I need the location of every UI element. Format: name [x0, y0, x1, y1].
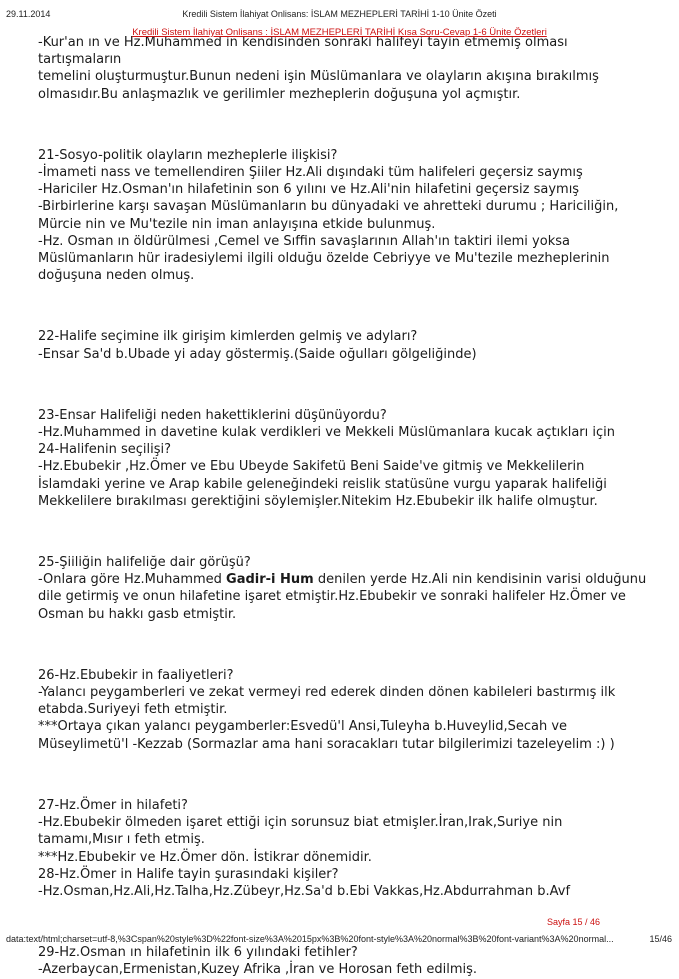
text-line: tamamı,Mısır ı feth etmiş. — [38, 832, 205, 848]
print-footer-url: data:text/html;charset=utf-8,%3Cspan%20style%3D%22font-size%3A%2015px%3B%20font-style%3A%20normal%3B%20font-variant%3A%20normal... — [6, 934, 614, 944]
text-line: -İmameti nass ve temellendiren Şiiler Hz.Ali dışındaki tüm halifeleri geçersiz saymış — [38, 165, 583, 181]
text-line: -Yalancı peygamberleri ve zekat vermeyi red ederek dinden dönen kabileleri bastırmış ilk — [38, 685, 616, 701]
page-number-label: Sayfa 15 / 46 — [546, 917, 600, 927]
section-continuation — [38, 34, 650, 103]
document-body — [38, 34, 650, 979]
section-27-28 — [38, 797, 650, 900]
question-heading: 29-Hz.Osman ın hilafetinin ilk 6 yılındaki fetihler? — [38, 945, 358, 961]
text-line: temelini oluşturmuştur.Bunun nedeni işin Müslümanlara ve olayların akışına bırakılmış — [38, 69, 599, 85]
text-line: -Hz.Ebubekir ölmeden işaret ettiği için sorunsuz biat etmişler.İran,Irak,Suriye nin — [38, 815, 563, 831]
text-line: -Birbirlerine karşı savaşan Müslümanların bu dünyadaki ve ahretteki durumu ; Hariciliğin, — [38, 199, 619, 215]
section-22 — [38, 328, 650, 362]
text-line: doğuşuna neden olmuş. — [38, 268, 195, 284]
text-line: -Ensar Sa'd b.Ubade yi aday göstermiş.(Saide oğulları gölgeliğinde) — [38, 346, 477, 362]
print-footer-page-count: 15/46 — [649, 934, 672, 944]
question-heading: 24-Halifenin seçilişi? — [38, 442, 172, 458]
text-line: -Hz.Ebubekir ,Hz.Ömer ve Ebu Ubeyde Sakifetü Beni Saide've gitmiş ve Mekkelilerin — [38, 459, 585, 475]
text-line: ***Ortaya çıkan yalancı peygamberler:Esvedü'l Ansi,Tuleyha b.Huveylid,Secah ve — [38, 719, 568, 735]
text-line: -Hz.Osman,Hz.Ali,Hz.Talha,Hz.Zübeyr,Hz.Sa'd b.Ebi Vakkas,Hz.Abdurrahman b.Avf — [38, 883, 571, 899]
print-date: 29.11.2014 — [6, 9, 51, 19]
text-fragment: -Onlara göre Hz.Muhammed — [38, 572, 227, 588]
question-heading: 22-Halife seçimine ilk girişim kimlerden gelmiş ve adyları? — [38, 329, 418, 345]
text-line: Müseylimetü'l -Kezzab (Sormazlar ama hani soracakları tutar bilgilerimizi tazeleyelim :) ) — [38, 736, 615, 752]
text-line: -Hariciler Hz.Osman'ın hilafetinin son 6 yılını ve Hz.Ali'nin hilafetini geçersiz saymış — [38, 182, 580, 198]
text-line: Mürcie nin ve Mu'tezile nin iman anlayışına etkide bulunmuş. — [38, 216, 436, 232]
text-line: olmasıdır.Bu anlaşmazlık ve gerilimler mezheplerin doğuşuna yol açmıştır. — [38, 86, 521, 102]
section-21 — [38, 147, 650, 285]
question-heading: 28-Hz.Ömer in Halife tayin şurasındaki kişiler? — [38, 866, 339, 882]
text-line: dile getirmiş ve onun hilafetine işaret etmiştir.Hz.Ebubekir ve sonraki halifeler Hz.Ömer ve — [38, 589, 626, 605]
section-25 — [38, 554, 650, 623]
text-line — [38, 571, 650, 588]
text-fragment: denilen yerde Hz.Ali nin kendisinin varisi olduğunu — [313, 572, 647, 588]
text-line: Mekkelilere bırakılması gerektiğini söylemişler.Nitekim Hz.Ebubekir ilk halife olmuştur. — [38, 493, 598, 509]
document-watermark-title[interactable]: Kredili Sistem İlahiyat Onlisans : İSLAM MEZHEPLERİ TARİHİ Kısa Soru-Cevap 1-6 Ünite Özetleri — [132, 27, 547, 38]
text-line: etabda.Suriyeyi feth etmiştir. — [38, 702, 228, 718]
section-26 — [38, 667, 650, 753]
text-line: -Azerbaycan,Ermenistan,Kuzey Afrika ,İran ve Horosan feth edilmiş. — [38, 962, 478, 978]
question-heading: 27-Hz.Ömer in hilafeti? — [38, 797, 188, 813]
bold-term: Gadir-i Hum — [226, 572, 314, 588]
text-line: Osman bu hakkı gasb etmiştir. — [38, 606, 237, 622]
text-line: -Kur'an ın ve Hz.Muhammed in kendisinden sonraki halifeyi tayin etmemiş olması tartışmaların — [38, 35, 568, 68]
question-heading: 21-Sosyo-politik olayların mezheplerle ilişkisi? — [38, 147, 338, 163]
text-line: ***Hz.Ebubekir ve Hz.Ömer dön. İstikrar dönemidir. — [38, 849, 372, 865]
text-line: Müslümanların hür iradesiylemi ilgili olduğu özelde Cebriyye ve Mu'tezile mezheplerinin — [38, 251, 610, 267]
section-29 — [38, 944, 650, 978]
text-line: -Hz.Muhammed in davetine kulak verdikleri ve Mekkeli Müslümanlara kucak açtıkları için — [38, 425, 615, 441]
section-23-24 — [38, 407, 650, 510]
question-heading: 23-Ensar Halifeliği neden hakettiklerini düşünüyordu? — [38, 407, 387, 423]
text-line: -Hz. Osman ın öldürülmesi ,Cemel ve Sıffin savaşlarının Allah'ın taktiri ilemi yoksa — [38, 233, 570, 249]
question-heading: 26-Hz.Ebubekir in faaliyetleri? — [38, 667, 234, 683]
print-header-title: Kredili Sistem İlahiyat Onlisans: İSLAM MEZHEPLERİ TARİHİ 1-10 Ünite Özeti — [182, 9, 497, 19]
question-heading: 25-Şiiliğin halifeliğe dair görüşü? — [38, 555, 251, 571]
text-line: İslamdaki yerine ve Arap kabile geleneğindeki reislik statüsüne vurgu yaparak halifeliği — [38, 476, 607, 492]
